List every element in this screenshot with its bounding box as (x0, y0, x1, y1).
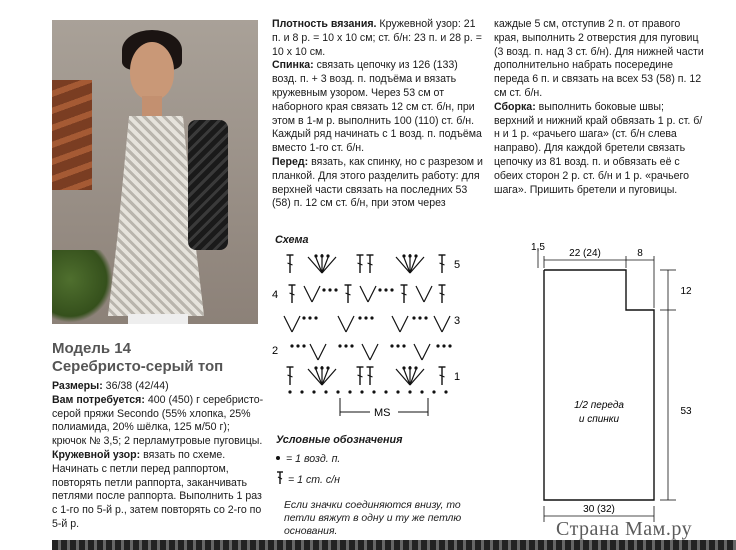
right-column-text (494, 18, 706, 197)
double-crochet-icon (276, 471, 284, 485)
garment-pattern-diagram (520, 238, 700, 538)
chain-symbol-icon (276, 456, 280, 460)
chart-row-1 (287, 366, 446, 385)
materials-paragraph (52, 394, 266, 449)
chart-row-2 (290, 344, 451, 360)
back-value: связать цепочку из 126 (133) возд. п. + 3 возд. п. подъёма и вязать кружевным узором. Через 53 см от наборного края связать 12 см ст. б/н, при этом в 1-м р. выполнить 100 (110) ст. б/н. Каждый ряд начинать с 1 возд. п. подъёма вместо 1-го ст. б/н. (272, 59, 482, 155)
left-column-text (52, 380, 266, 532)
front-value: вязать, как спинку, но с разрезом и планкой. Для этого разделить работу: для верхней части связать на последних 53 (58) п. 12 см ст. б/н, при этом через (272, 155, 483, 210)
density-value: Кружевной узор: 21 п. и 8 р. = 10 х 10 см; ст. б/н: 23 п. и 28 р. = 10 х 10 см. (272, 18, 482, 58)
middle-column-text (272, 18, 484, 211)
repeat-bracket (340, 398, 428, 419)
legend-chain-text: = 1 возд. п. (286, 453, 341, 465)
schema-title: Схема (275, 234, 309, 246)
model-number: Модель 14 (52, 340, 131, 357)
dim-top-right: 8 (637, 248, 643, 259)
row-number-4: 4 (272, 289, 279, 301)
row-number-1: 1 (454, 371, 461, 383)
back-label: Спинка: (272, 59, 314, 72)
legend-dc-text: = 1 ст. с/н (288, 474, 340, 486)
chart-row-3 (284, 316, 450, 332)
density-paragraph (272, 18, 484, 59)
sizes-label: Размеры: (52, 380, 103, 392)
continuation-paragraph: каждые 5 см, отступив 2 п. от правого края, выполнить 2 отверстия для пуговиц (3 возд. п. над 3 ст. б/н). Для нижней части дополнительно набрать посередине переда 6 п. и связать на всех 53 (58) п. 12 см ст. б/н. (494, 18, 704, 99)
assembly-paragraph (494, 101, 706, 198)
dim-top-left: 1,5 (531, 242, 545, 253)
dim-bottom: 30 (32) (583, 504, 615, 515)
sizes-paragraph (52, 380, 266, 394)
chart-row-5 (287, 254, 446, 273)
footer-strip (52, 540, 736, 550)
legend-note: Если значки соединяются внизу, то петли вяжут в одну и ту же петлю основания. (284, 500, 462, 537)
lace-pattern-label: Кружевной узор: (52, 448, 141, 461)
materials-value: 400 (450) г серебристо-серой пряжи Secondo (55% хлопка, 25% полиамида, 20% шёлка, 125 м/50 г); крючок № 3,5; 2 перламутровые пуговицы. (52, 393, 264, 448)
row-number-2: 2 (272, 345, 279, 357)
model-title (52, 340, 262, 376)
row-number-3: 3 (454, 315, 461, 327)
density-label: Плотность вязания. (272, 18, 377, 30)
front-paragraph (272, 156, 484, 211)
dim-side-lower: 53 (680, 406, 692, 417)
lace-pattern-value: вязать по схеме. Начинать с петли перед раппортом, повторять петли раппорта, заканчивать петлями после раппорта. Выполнить 1 раз с 1-го по 5-й р., затем повторять со 2-го по 5-й р. (52, 448, 262, 530)
dim-side-upper: 12 (680, 286, 692, 297)
lace-pattern-paragraph (52, 449, 266, 532)
front-label: Перед: (272, 155, 309, 168)
row-number-5: 5 (454, 259, 461, 271)
dim-top-width: 22 (24) (569, 248, 601, 259)
pattern-label-line1: 1/2 переда (574, 400, 624, 411)
site-watermark: Страна Мам.ру (556, 518, 693, 540)
legend-item-chain (276, 453, 340, 465)
materials-label: Вам потребуется: (52, 393, 145, 406)
chart-row-4 (289, 285, 446, 303)
assembly-label: Сборка: (494, 100, 536, 113)
crochet-chart (270, 246, 470, 426)
pattern-label-line2: и спинки (578, 414, 620, 425)
legend-title: Условные обозначения (276, 434, 403, 446)
model-name: Серебристо-серый топ (52, 358, 224, 375)
back-paragraph (272, 59, 484, 156)
foundation-chain (288, 390, 447, 393)
sizes-value: 36/38 (42/44) (102, 380, 169, 392)
legend-item-dc (276, 471, 340, 486)
ms-label: MS (374, 407, 391, 419)
model-photo (52, 20, 258, 324)
pattern-outline (544, 270, 654, 500)
assembly-value: выполнить боковые швы; верхний и нижний край обвязать 1 р. ст. б/н и 1 р. «рачьего шага» (ст. б/н слева направо). Для каждой бретели связать цепочку из 81 возд. п. и обвязать её с обеих сторон 2 р. ст. б/н и 1 р. «рачьего шага». Пришить бретели и пуговицы. (494, 100, 703, 196)
